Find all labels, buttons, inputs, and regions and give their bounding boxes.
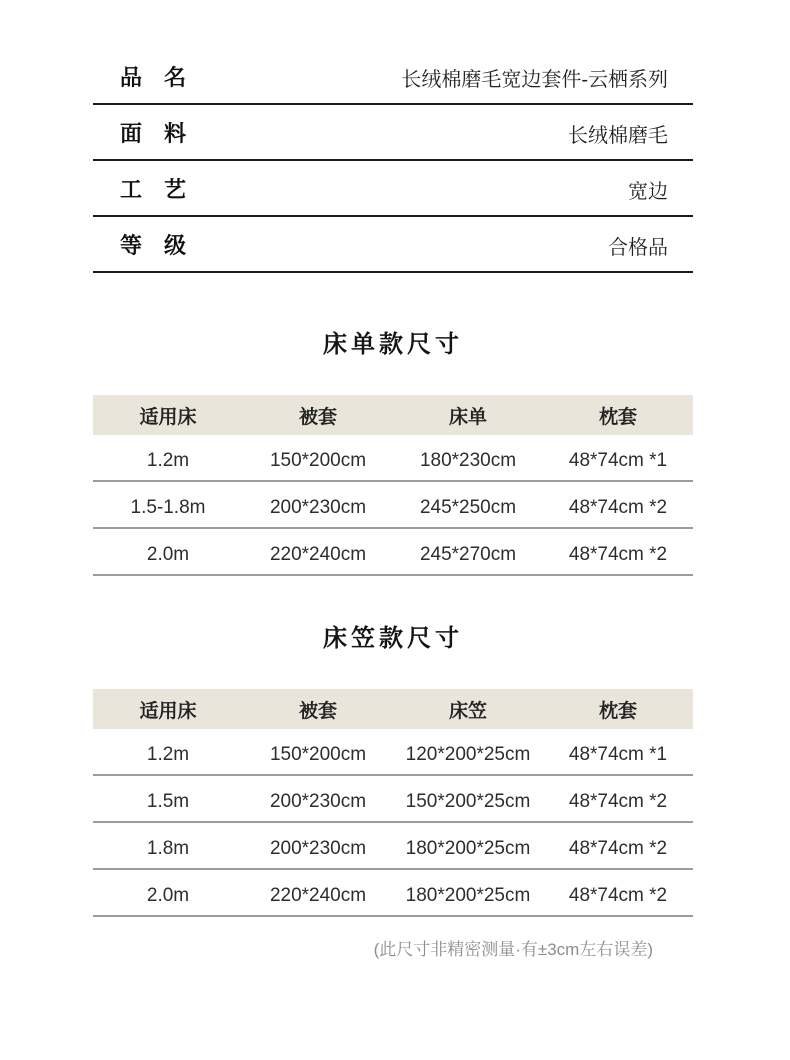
spec-row-craft	[93, 161, 693, 217]
table-row	[93, 435, 693, 482]
table-cell: 200*230cm	[269, 497, 367, 518]
table-row	[93, 729, 693, 776]
table-cell: 150*200cm	[269, 744, 367, 765]
fitted-table-title: 床笠款尺寸	[323, 625, 463, 652]
header-cell-duvet-cover: 被套	[298, 700, 337, 722]
measurement-disclaimer: (此尺寸非精密测量·有±3cm左右误差)	[373, 940, 653, 959]
table-header-row	[93, 395, 693, 435]
product-spec-sheet	[93, 0, 693, 960]
spec-row-grade	[93, 217, 693, 273]
table-cell: 180*200*25cm	[405, 838, 531, 859]
table-cell: 180*200*25cm	[405, 885, 531, 906]
spec-label: 面 料	[120, 121, 187, 146]
table-cell: 48*74cm *2	[568, 791, 668, 812]
spec-value: 长绒棉磨毛宽边套件-云栖系列	[401, 69, 668, 91]
header-cell-pillowcase: 枕套	[598, 406, 637, 428]
table-cell: 1.2m	[146, 744, 190, 765]
table-cell: 220*240cm	[269, 885, 367, 906]
table-cell: 1.2m	[146, 450, 190, 471]
table-cell: 245*270cm	[419, 544, 517, 565]
table-cell: 48*74cm *2	[568, 838, 668, 859]
table-cell: 150*200cm	[269, 450, 367, 471]
table-cell: 200*230cm	[269, 838, 367, 859]
table-cell: 1.8m	[146, 838, 190, 859]
spec-value: 合格品	[608, 237, 668, 259]
spec-label: 工 艺	[120, 177, 187, 202]
table-cell: 2.0m	[146, 544, 190, 565]
table-cell: 48*74cm *1	[568, 744, 668, 765]
table-cell: 1.5m	[146, 791, 190, 812]
spec-value: 长绒棉磨毛	[568, 125, 668, 147]
table-cell: 120*200*25cm	[405, 744, 531, 765]
table-cell: 1.5-1.8m	[130, 497, 206, 518]
table-cell: 48*74cm *2	[568, 885, 668, 906]
fitted-size-table	[93, 689, 693, 917]
header-cell-pillowcase: 枕套	[598, 700, 637, 722]
header-cell-bed: 适用床	[139, 700, 197, 722]
header-cell-flat-sheet: 床单	[448, 406, 487, 428]
table-cell: 48*74cm *2	[568, 544, 668, 565]
table-cell: 220*240cm	[269, 544, 367, 565]
spec-row-fabric	[93, 105, 693, 161]
table-cell: 180*230cm	[419, 450, 517, 471]
table-header-row	[93, 689, 693, 729]
table-row	[93, 823, 693, 870]
table-cell: 150*200*25cm	[405, 791, 531, 812]
spec-list	[93, 0, 693, 273]
table-row	[93, 870, 693, 917]
header-cell-fitted-sheet: 床笠	[448, 700, 487, 722]
spec-value: 宽边	[628, 181, 668, 203]
table-cell: 2.0m	[146, 885, 190, 906]
sheet-size-table	[93, 395, 693, 576]
spec-label: 等 级	[120, 233, 187, 258]
table-row	[93, 776, 693, 823]
header-cell-bed: 适用床	[139, 406, 197, 428]
sheet-table-title: 床单款尺寸	[323, 331, 463, 358]
spec-label: 品 名	[120, 65, 187, 90]
table-cell: 48*74cm *1	[568, 450, 668, 471]
table-row	[93, 529, 693, 576]
spec-row-product-name	[93, 49, 693, 105]
table-cell: 200*230cm	[269, 791, 367, 812]
table-cell: 48*74cm *2	[568, 497, 668, 518]
header-cell-duvet-cover: 被套	[298, 406, 337, 428]
table-cell: 245*250cm	[419, 497, 517, 518]
table-row	[93, 482, 693, 529]
